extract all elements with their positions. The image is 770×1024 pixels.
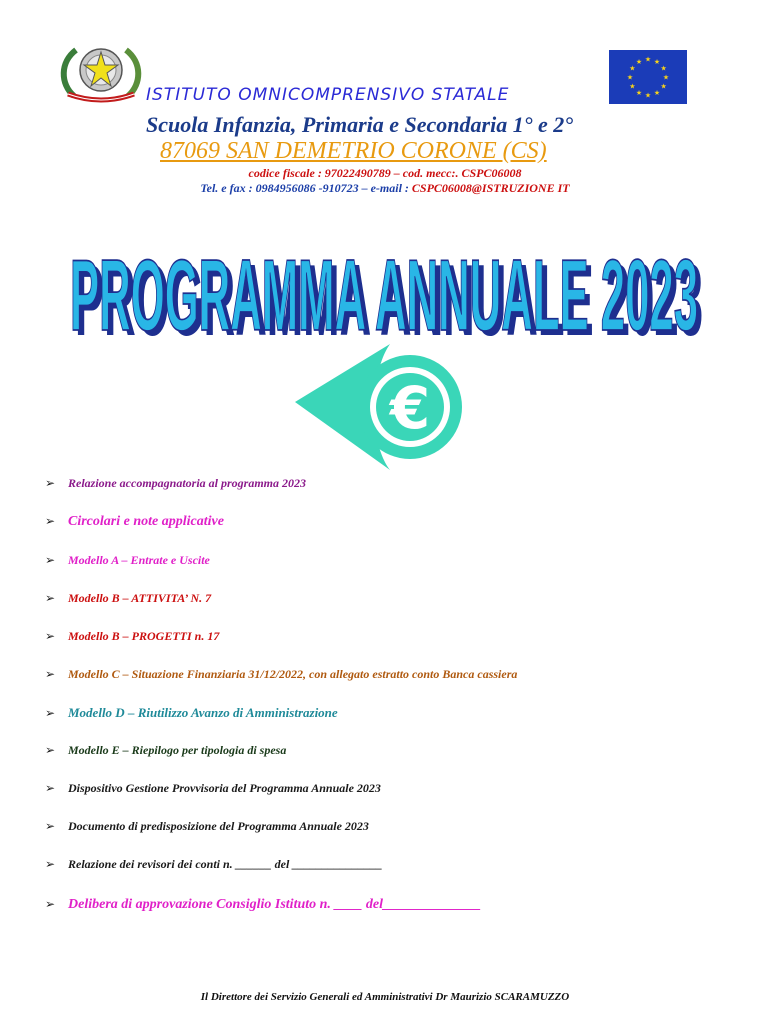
arrow-bullet-icon: ➢	[45, 629, 56, 643]
eu-star-icon: ★	[635, 89, 643, 98]
list-item-label: Modello A – Entrate e Uscite	[68, 553, 210, 567]
school-name: Scuola Infanzia, Primaria e Secondaria 1° e 2°	[146, 112, 574, 137]
email-address: CSPC06008@ISTRUZIONE IT	[411, 181, 570, 195]
arrow-bullet-icon: ➢	[45, 476, 56, 490]
eu-star-icon: ★	[662, 73, 670, 82]
eu-star-icon: ★	[635, 57, 643, 66]
banner-title: PROGRAMMA ANNUALE 2023	[70, 239, 698, 347]
italian-republic-emblem-icon	[56, 40, 146, 104]
eu-star-icon: ★	[629, 82, 636, 91]
eu-star-icon: ★	[660, 82, 667, 91]
list-item	[45, 743, 745, 758]
list-item	[45, 553, 745, 568]
list-item-label: Modello B – PROGETTI n. 17	[68, 629, 220, 643]
list-item-label: Modello E – Riepilogo per tipologia di spesa	[68, 743, 287, 757]
school-address: 87069 SAN DEMETRIO CORONE (CS)	[160, 138, 547, 164]
arrow-bullet-icon: ➢	[45, 591, 56, 605]
list-item	[45, 629, 745, 644]
list-item-label: Modello C – Situazione Finanziaria 31/12/2022, con allegato estratto conto Banca cassiera	[68, 667, 518, 681]
institute-name: ISTITUTO OMNICOMPRENSIVO STATALE	[146, 85, 510, 105]
eu-star-icon: ★	[660, 64, 667, 73]
list-item-label: Documento di predisposizione del Programma Annuale 2023	[68, 819, 369, 833]
eu-star-icon: ★	[626, 73, 634, 82]
signature-line: Il Direttore dei Servizio Generali ed Amministrativi Dr Maurizio SCARAMUZZO	[200, 991, 570, 1003]
eu-star-icon: ★	[653, 89, 661, 98]
list-item	[45, 591, 745, 606]
list-item	[45, 514, 745, 530]
list-item-label: Modello D – Riutilizzo Avanzo di Amministrazione	[68, 705, 338, 720]
arrow-bullet-icon: ➢	[45, 819, 56, 833]
list-item-label: Delibera di approvazione Consiglio Istituto n. ____ del______________	[68, 897, 482, 912]
list-item	[45, 781, 745, 796]
list-item	[45, 667, 745, 682]
eu-star-icon: ★	[629, 64, 636, 73]
list-item	[45, 857, 745, 872]
list-item-label: Modello B – ATTIVITA’ N. 7	[68, 591, 212, 605]
list-item-label: Relazione accompagnatoria al programma 2023	[68, 476, 307, 490]
arrow-bullet-icon: ➢	[45, 743, 56, 757]
contacts	[0, 181, 770, 196]
list-item-label: Circolari e note applicative	[68, 514, 224, 529]
list-item	[45, 705, 745, 721]
arrow-bullet-icon: ➢	[45, 553, 56, 567]
title-banner	[60, 222, 710, 347]
eu-flag-icon	[609, 50, 687, 104]
arrow-bullet-icon: ➢	[45, 514, 56, 528]
list-item	[45, 897, 745, 913]
phone-fax: Tel. e fax : 0984956086 -910723 – e-mail :	[200, 181, 412, 195]
eu-star-icon: ★	[653, 57, 661, 66]
euro-icon	[290, 342, 480, 472]
banner-shadow: PROGRAMMA ANNUALE 2023	[75, 244, 703, 347]
arrow-bullet-icon: ➢	[45, 781, 56, 795]
arrow-bullet-icon: ➢	[45, 897, 56, 911]
arrow-bullet-icon: ➢	[45, 857, 56, 871]
list-item-label: Dispositivo Gestione Provvisoria del Programma Annuale 2023	[68, 781, 381, 795]
list-item	[45, 819, 745, 834]
eu-star-icon: ★	[644, 91, 652, 100]
svg-text:€: €	[389, 374, 431, 442]
list-item	[45, 476, 745, 491]
arrow-bullet-icon: ➢	[45, 667, 56, 681]
eu-star-icon: ★	[644, 55, 652, 64]
arrow-bullet-icon: ➢	[45, 706, 56, 720]
fiscal-code: codice fiscale : 97022490789 – cod. mecc:. CSPC06008	[248, 166, 522, 180]
list-item-label: Relazione dei revisori dei conti n. ______ del _______________	[68, 857, 383, 871]
